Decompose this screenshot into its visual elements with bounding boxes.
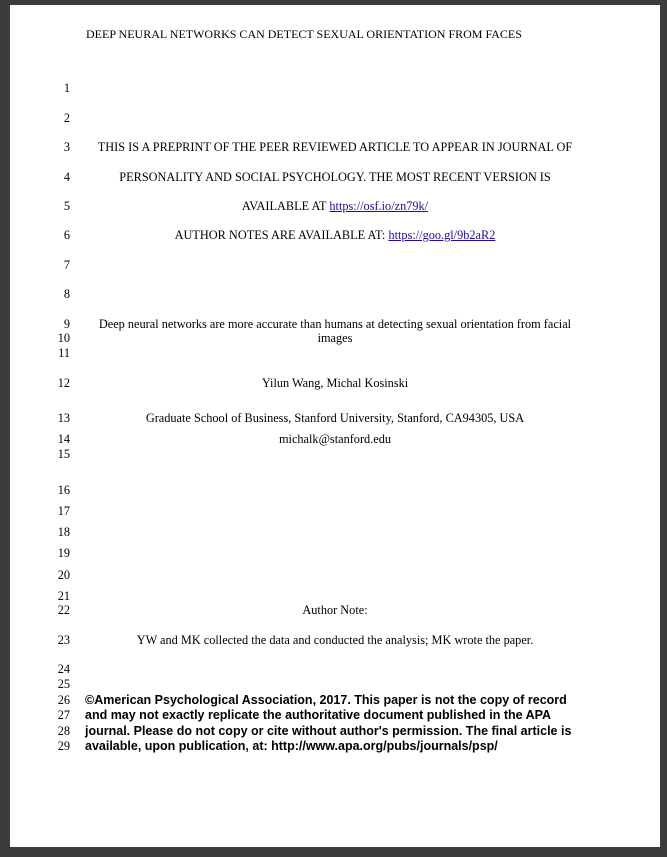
line-number: 27	[57, 708, 70, 722]
copyright-line-4: available, upon publication, at: http://www.apa.org/pubs/journals/psp/	[85, 739, 498, 753]
line-number: 28	[57, 724, 70, 738]
preprint-notice-line-2: PERSONALITY AND SOCIAL PSYCHOLOGY. THE MOST RECENT VERSION IS	[119, 170, 551, 184]
line-number: 9	[63, 317, 70, 331]
line-number: 12	[57, 376, 70, 390]
affiliation: Graduate School of Business, Stanford University, Stanford, CA94305, USA	[145, 411, 525, 425]
author-note-text: YW and MK collected the data and conducted the analysis; MK wrote the paper.	[136, 633, 534, 647]
line-number: 16	[57, 483, 70, 497]
line-number: 23	[57, 633, 70, 647]
author-notes-line	[10, 228, 660, 243]
line-number: 22	[57, 603, 70, 617]
copyright-line-1: ©American Psychological Association, 2017. This paper is not the copy of record	[85, 693, 567, 707]
preprint-notice-line-1: THIS IS A PREPRINT OF THE PEER REVIEWED ARTICLE TO APPEAR IN JOURNAL OF	[97, 140, 573, 154]
line-number: 18	[57, 525, 70, 539]
author-notes-prefix: AUTHOR NOTES ARE AVAILABLE AT:	[174, 228, 389, 242]
copyright-line-3: journal. Please do not copy or cite without author's permission. The final article is	[85, 724, 572, 738]
line-number: 2	[63, 111, 70, 125]
line-number: 1	[63, 81, 70, 95]
line-number: 21	[57, 589, 70, 603]
running-head: DEEP NEURAL NETWORKS CAN DETECT SEXUAL ORIENTATION FROM FACES	[86, 27, 522, 41]
osf-link[interactable]: https://osf.io/zn79k/	[329, 199, 429, 213]
line-number: 14	[57, 432, 70, 446]
line-number: 8	[63, 287, 70, 301]
paper-title-line-2: images	[317, 331, 353, 345]
line-number: 3	[63, 140, 70, 154]
line-number: 13	[57, 411, 70, 425]
preprint-notice-line-3	[10, 199, 660, 214]
line-number: 25	[57, 677, 70, 691]
line-number: 24	[57, 662, 70, 676]
line-number: 20	[57, 568, 70, 582]
osf-link-prefix: AVAILABLE AT	[241, 199, 330, 213]
line-number: 6	[63, 228, 70, 242]
line-number: 7	[63, 258, 70, 272]
line-number: 10	[57, 331, 70, 345]
contact-email: michalk@stanford.edu	[278, 432, 392, 446]
line-number: 17	[57, 504, 70, 518]
line-number: 19	[57, 546, 70, 560]
author-note-heading: Author Note:	[302, 603, 368, 617]
authors: Yilun Wang, Michal Kosinski	[261, 376, 409, 390]
copyright-line-2: and may not exactly replicate the authoritative document published in the APA	[85, 708, 552, 722]
line-number: 11	[58, 346, 70, 360]
line-number: 4	[63, 170, 70, 184]
author-notes-link[interactable]: https://goo.gl/9b2aR2	[388, 228, 496, 242]
line-number: 5	[63, 199, 70, 213]
document-page	[10, 5, 660, 847]
line-number: 29	[57, 739, 70, 753]
line-number: 26	[57, 693, 70, 707]
paper-title-line-1: Deep neural networks are more accurate than humans at detecting sexual orientation from facial	[98, 317, 572, 331]
line-number: 15	[57, 447, 70, 461]
